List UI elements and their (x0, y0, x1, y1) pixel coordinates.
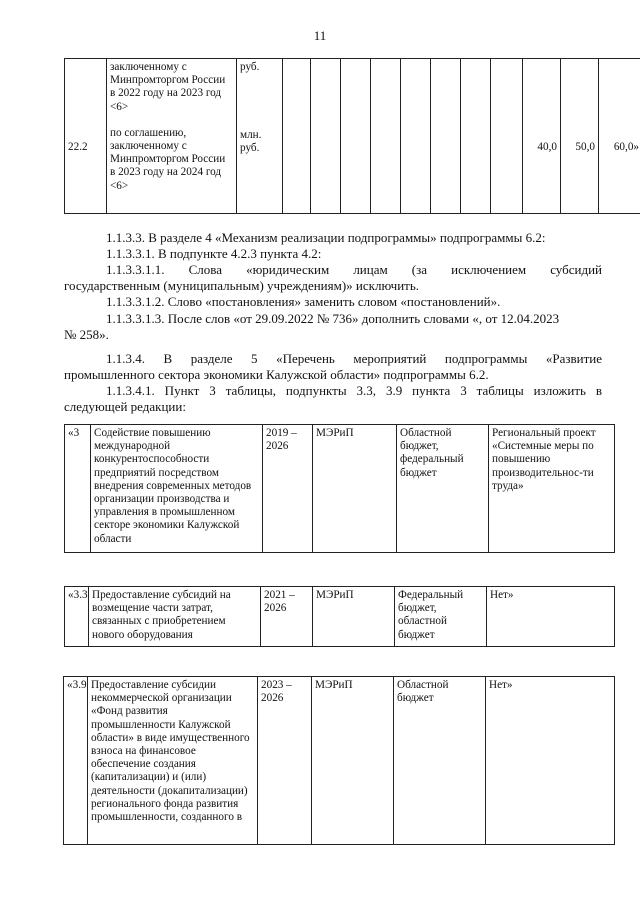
value-cell (341, 59, 371, 214)
value-cell (491, 59, 523, 214)
row-number-cell: 22.2 (65, 59, 107, 214)
item-project-cell: Региональный проект «Системные меры по повышению производительнос-ти труда» (489, 425, 615, 553)
row-unit-cell: руб. млн. руб. (237, 59, 283, 214)
paragraph: 1.1.3.3.1.2. Слово «постановления» заменить словом «постановлений». (106, 294, 501, 309)
table-row (65, 587, 615, 647)
item-source-cell: Областной бюджет (394, 677, 486, 845)
value-cell (431, 59, 461, 214)
table-row (64, 677, 615, 845)
item-executor-cell: МЭРиП (312, 677, 394, 845)
paragraph: 1.1.3.3.1.3. После слов «от 29.09.2022 № 736» дополнить словами «, от 12.04.2023 (106, 311, 560, 326)
value-cell: 40,0 (523, 59, 561, 214)
value-cell (283, 59, 311, 214)
value-cell (371, 59, 401, 214)
item-source-cell: Федеральный бюджет, областной бюджет (395, 587, 487, 647)
measures-table-item-3 (64, 424, 615, 553)
page-number: 11 (313, 28, 327, 43)
value-cell (311, 59, 341, 214)
item-source-cell: Областной бюджет, федеральный бюджет (397, 425, 489, 553)
row-description-cell: заключенному с Минпромторгом России в 2022 году на 2023 год <6> по соглашению, заключенному с Минпромторгом России в 2023 году на 2024 год <6> (107, 59, 237, 214)
value-cell (461, 59, 491, 214)
paragraph: № 258». (64, 327, 109, 342)
item-number-cell: «3 (65, 425, 91, 553)
paragraph: промышленного сектора экономики Калужской области» подпрограммы 6.2. (64, 367, 489, 382)
indicator-table (64, 58, 640, 214)
item-project-cell: Нет» (486, 677, 615, 845)
paragraph: 1.1.3.4. В разделе 5 «Перечень мероприятий подпрограммы «Развитие (106, 351, 602, 366)
paragraph: государственным (муниципальным) учреждениям)» исключить. (64, 278, 420, 293)
item-period-cell: 2021 – 2026 (261, 587, 313, 647)
item-name-cell: Содействие повышению международной конкурентоспособности предприятий посредством внедрения современных методов организации производства и управления в промышленном секторе экономики Калужской области (91, 425, 263, 553)
paragraph: следующей редакции: (64, 399, 186, 414)
item-number-cell: «3.3 (65, 587, 89, 647)
value-cell (401, 59, 431, 214)
item-period-cell: 2023 – 2026 (258, 677, 312, 845)
item-period-cell: 2019 – 2026 (263, 425, 313, 553)
item-number-cell: «3.9 (64, 677, 88, 845)
item-name-cell: Предоставление субсидии некоммерческой организации «Фонд развития промышленности Калужской области» в виде имущественного взноса на финансовое обеспечение создания (капитализации) и (или) деятельности (докапитализации) регионального фонда развития промышленности, созданного в (88, 677, 258, 845)
paragraph: 1.1.3.4.1. Пункт 3 таблицы, подпункты 3.3, 3.9 пункта 3 таблицы изложить в (106, 383, 602, 398)
paragraph: 1.1.3.3.1. В подпункте 4.2.3 пункта 4.2: (106, 246, 322, 261)
paragraph: 1.1.3.3. В разделе 4 «Механизм реализации подпрограммы» подпрограммы 6.2: (106, 230, 546, 245)
measures-table-item-3-9 (63, 676, 615, 845)
value-cell: 60,0» (599, 59, 640, 214)
item-name-cell: Предоставление субсидий на возмещение части затрат, связанных с приобретением нового оборудования (89, 587, 261, 647)
item-executor-cell: МЭРиП (313, 587, 395, 647)
paragraph: 1.1.3.3.1.1. Слова «юридическим лицам (за исключением субсидий (106, 262, 602, 277)
value-cell: 50,0 (561, 59, 599, 214)
item-executor-cell: МЭРиП (313, 425, 397, 553)
measures-table-item-3-3 (64, 586, 615, 647)
item-project-cell: Нет» (487, 587, 615, 647)
table-row (65, 59, 640, 214)
table-row (65, 425, 615, 553)
